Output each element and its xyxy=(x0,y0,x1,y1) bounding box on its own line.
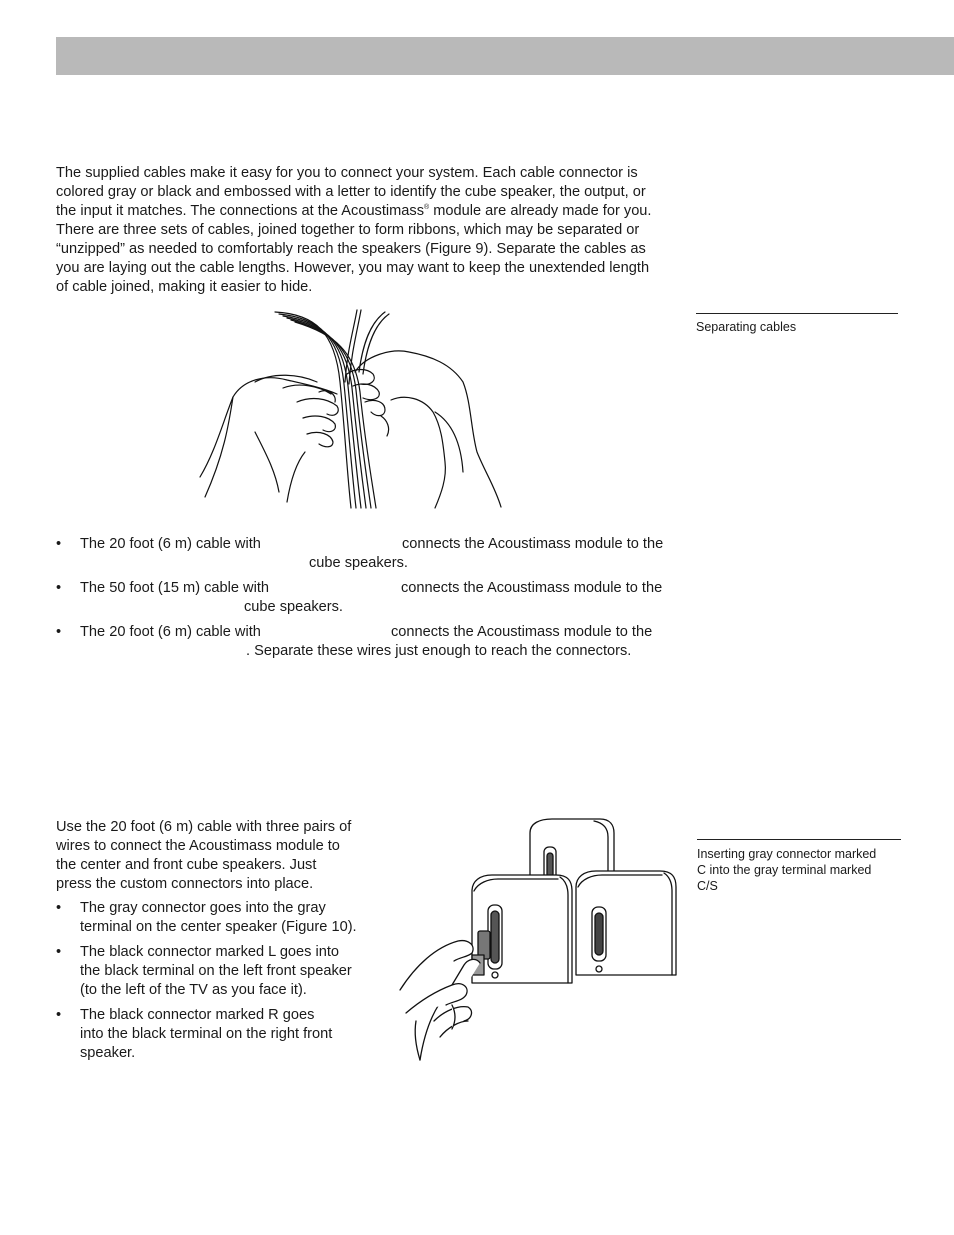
figure10-caption: Inserting gray connector marked C into the gray terminal marked C/S xyxy=(697,847,877,893)
connector-list xyxy=(56,899,376,1063)
front-line: wires to connect the Acoustimass module to xyxy=(56,838,340,854)
bullet-mark: • xyxy=(56,580,62,596)
cable-text-b: connects the Acoustimass module to the xyxy=(391,624,653,640)
list-item xyxy=(56,579,686,623)
cable-text-a: The 20 foot (6 m) cable with xyxy=(80,536,261,552)
intro-line: There are three sets of cables, joined together to form ribbons, which may be separated or xyxy=(56,222,640,238)
intro-line: “unzipped” as needed to comfortably reach the speakers (Figure 9). Separate the cables as xyxy=(56,241,646,257)
cable-text-c: cube speakers. xyxy=(309,555,408,571)
bullet-mark: • xyxy=(56,536,62,552)
intro-line: the input it matches. The connections at the Acoustimass® module are already made for you. xyxy=(56,203,652,219)
list-item xyxy=(56,623,686,667)
list-item: • The black connector marked L goes into the black terminal on the left front speaker (to the left of the TV as you face it). xyxy=(56,944,352,998)
intro-line: you are laying out the cable lengths. However, you may want to keep the unextended length xyxy=(56,260,650,276)
figure-separating-cables xyxy=(195,302,510,510)
cable-text-b: connects the Acoustimass module to the xyxy=(402,536,664,552)
intro-paragraph xyxy=(56,164,686,297)
front-line: Use the 20 foot (6 m) cable with three pairs of xyxy=(56,819,352,835)
figure10-caption-rule xyxy=(697,839,901,840)
list-item: • The gray connector goes into the gray terminal on the center speaker (Figure 10). xyxy=(56,900,357,935)
bullet-mark: • xyxy=(56,944,62,960)
intro-line: of cable joined, making it easier to hide. xyxy=(56,279,313,295)
front-speakers-paragraph xyxy=(56,818,376,894)
cable-text-a: The 20 foot (6 m) cable with xyxy=(80,624,261,640)
figure-inserting-connector xyxy=(380,815,680,1065)
intro-line: colored gray or black and embossed with a letter to identify the cube speaker, the output, or xyxy=(56,184,646,200)
intro-line: The supplied cables make it easy for you to connect your system. Each cable connector is xyxy=(56,165,638,181)
bullet-mark: • xyxy=(56,624,62,640)
list-item: • The black connector marked R goes into the black terminal on the right front speaker. xyxy=(56,1007,333,1061)
section-header-bar xyxy=(56,37,954,75)
bullet-mark: • xyxy=(56,900,62,916)
figure9-caption: Separating cables xyxy=(696,320,797,334)
cable-text-a: The 50 foot (15 m) cable with xyxy=(80,580,269,596)
front-line: press the custom connectors into place. xyxy=(56,876,314,892)
cable-text-c: . Separate these wires just enough to reach the connectors. xyxy=(246,643,632,659)
front-line: the center and front cube speakers. Just xyxy=(56,857,317,873)
figure9-caption-rule xyxy=(696,313,898,314)
list-item xyxy=(56,535,686,579)
cable-text-b: connects the Acoustimass module to the xyxy=(401,580,663,596)
cable-text-c: cube speakers. xyxy=(244,599,343,615)
bullet-mark: • xyxy=(56,1007,62,1023)
registered-mark: ® xyxy=(424,204,430,212)
cable-list xyxy=(56,535,686,667)
